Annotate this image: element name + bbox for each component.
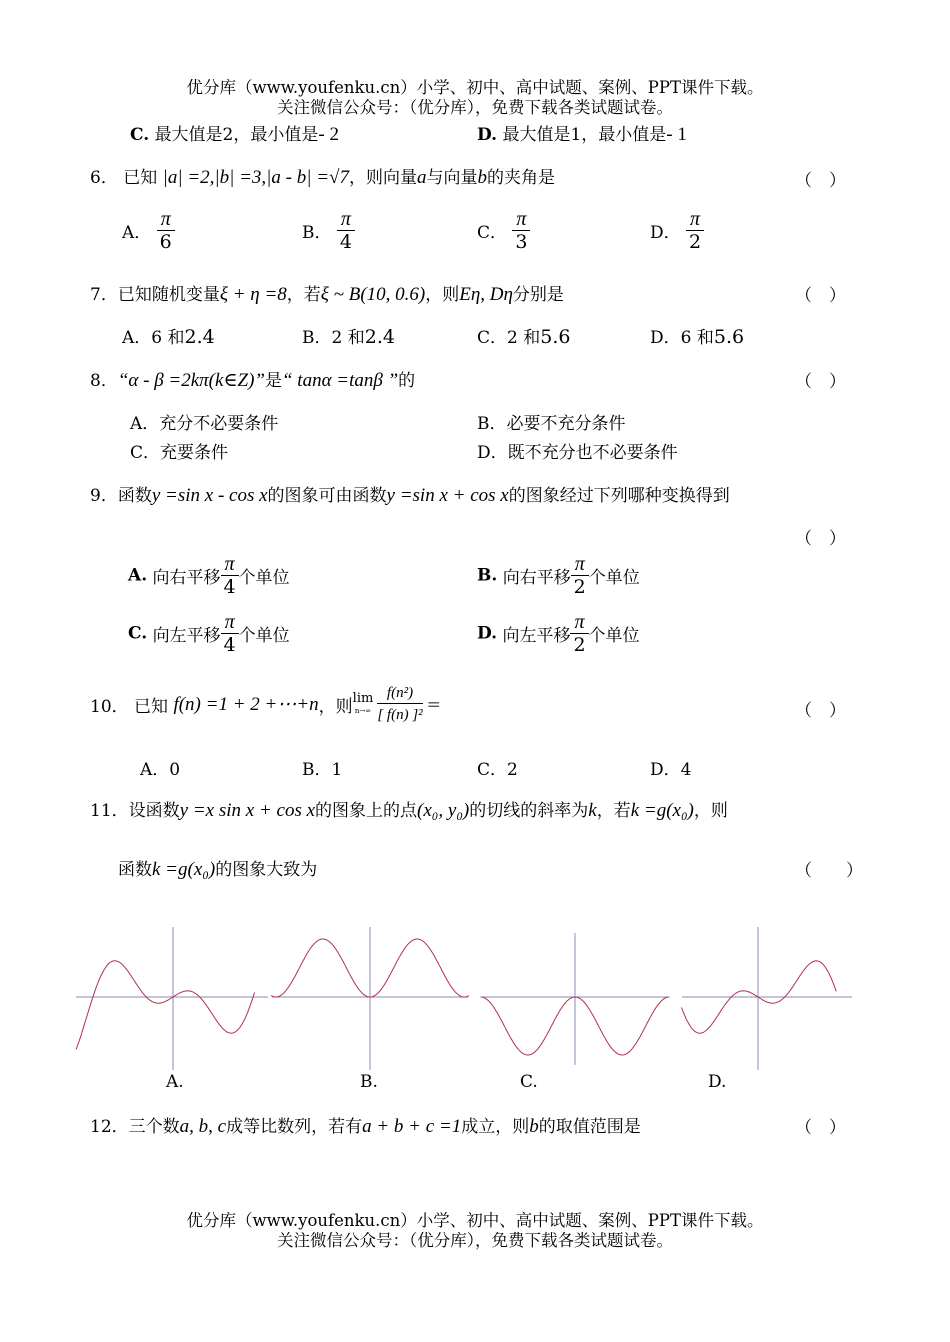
graph-a-curve <box>76 961 255 1050</box>
q11-line2-post: 的图象大致为 <box>215 860 318 880</box>
q7-mid: ，若 <box>286 285 321 305</box>
q11-mid: 的图象上的点 <box>315 801 418 821</box>
q9-option-a-denominator: 4 <box>223 576 236 598</box>
q11-mid3: ，若 <box>596 801 631 821</box>
q6-option-c-fraction <box>512 208 530 253</box>
q7-option-d <box>650 323 744 348</box>
q7-option-b <box>302 323 395 348</box>
q10-limit-word: lim <box>352 690 374 706</box>
q8-option-c-text: 充要条件 <box>160 443 229 463</box>
q5-option-d-label: D. <box>477 125 498 145</box>
q9-option-d-fraction <box>570 611 588 656</box>
q6-option-a-denominator: 6 <box>159 231 172 253</box>
q6-mid2: 与向量 <box>426 168 478 188</box>
q8-number: 8． <box>90 371 118 391</box>
q6-option-c-numerator: π <box>512 208 530 231</box>
graph-b <box>271 927 469 1070</box>
q8-answer-bracket: （ ） <box>795 372 846 392</box>
q6-option-b-fraction <box>337 208 355 253</box>
q5-option-d-value: - 1 <box>666 124 687 145</box>
q7-option-c-value: 5.6 <box>540 326 571 348</box>
q9-option-a-numerator: π <box>221 553 239 576</box>
q12-b: b <box>529 1116 539 1137</box>
q9-option-c-numerator: π <box>221 611 239 634</box>
q8-option-b-text: 必要不充分条件 <box>506 414 626 434</box>
q7-post: 分别是 <box>512 285 564 305</box>
graph-c <box>480 933 670 1065</box>
q9-option-a-fraction <box>221 553 239 598</box>
q5-option-c-label: C. <box>130 125 150 145</box>
q10-option-b-text: 1 <box>331 760 343 780</box>
q7-option-a <box>122 323 215 348</box>
q8-option-b <box>477 409 626 434</box>
q7-stem <box>90 280 564 306</box>
header-line-2: 关注微信公众号：（优分库），免费下载各类试题试卷。 <box>277 98 673 117</box>
q7-option-c-label: C． <box>477 328 508 348</box>
q6-post: 的夹角是 <box>486 168 555 188</box>
q12-pre: 三个数 <box>128 1117 180 1137</box>
q9-option-d-denominator: 2 <box>573 634 586 656</box>
graph-a <box>76 927 268 1070</box>
q7-number: 7． <box>90 285 118 305</box>
q11-graph-label-b: B. <box>360 1072 378 1092</box>
q10-pre: 已知 <box>134 697 169 717</box>
q9-option-b-numerator: π <box>571 553 589 576</box>
header-line-1: 优分库（www.youfenku.cn）小学、初中、高中试题、案例、PPT课件下载。 <box>186 78 764 97</box>
q6-vector-b: b <box>477 167 487 188</box>
q9-option-c-post: 个单位 <box>238 626 290 646</box>
q6-option-a-label: A． <box>122 223 152 243</box>
q6-option-d-label: D． <box>650 223 681 243</box>
q10-option-b-label: B． <box>302 760 332 780</box>
q7-answer-bracket: （ ） <box>795 286 846 306</box>
q10-denominator: [ f(n) ]² <box>377 707 423 723</box>
q9-option-d-post: 个单位 <box>588 626 640 646</box>
q10-option-c <box>477 755 518 780</box>
q12-mid2: 成立，则 <box>461 1117 530 1137</box>
q7-option-d-value: 5.6 <box>713 326 745 348</box>
q12-answer-bracket: （ ） <box>795 1118 846 1138</box>
q9-option-d-label: D. <box>477 623 498 644</box>
q11-k: k <box>588 800 597 821</box>
q11-answer-bracket: （ ） <box>795 861 863 881</box>
q11-stem-line-2 <box>118 855 317 881</box>
q8-option-a-label: A． <box>130 414 160 434</box>
q7-option-a-text: 6 和 <box>151 328 185 348</box>
q11-expr2: (x₀, y₀) <box>417 800 470 821</box>
q8-option-c <box>130 438 228 463</box>
q9-option-d <box>477 611 640 656</box>
q11-graph-label-a: A. <box>166 1072 184 1092</box>
q5-option-d-text: 最大值是1，最小值是 <box>502 125 667 145</box>
q9-option-d-pre: 向左平移 <box>502 626 571 646</box>
q7-mid2: ，则 <box>425 285 460 305</box>
q9-expr1: y =sin x - cos x <box>151 485 268 506</box>
q8-option-d <box>477 438 678 463</box>
q9-option-a-post: 个单位 <box>238 568 290 588</box>
q6-option-b-denominator: 4 <box>339 231 352 253</box>
q8-mid: 是 <box>264 371 282 391</box>
q9-option-c-label: C. <box>128 623 148 644</box>
q9-option-b-label: B. <box>477 565 498 586</box>
q6-number: 6． <box>90 168 118 188</box>
q11-graph-label-d: D. <box>708 1072 727 1092</box>
q10-answer-bracket: （ ） <box>795 701 846 721</box>
q5-option-c-value: - 2 <box>318 124 339 145</box>
q9-option-b-post: 个单位 <box>588 568 640 588</box>
q5-option-c <box>130 120 339 146</box>
q7-option-d-label: D． <box>650 328 681 348</box>
q7-pre: 已知随机变量 <box>117 285 220 305</box>
q10-option-d-label: D． <box>650 760 681 780</box>
q9-stem <box>90 481 730 507</box>
q7-expr1: ξ + η =8 <box>219 284 287 305</box>
q12-expr1: a, b, c <box>179 1116 227 1137</box>
q6-option-c-label: C． <box>477 223 508 243</box>
q12-expr2: a + b + c =1 <box>362 1116 462 1137</box>
q6-option-c <box>477 208 530 253</box>
q8-stem <box>90 366 415 392</box>
q10-option-d <box>650 755 691 780</box>
q9-option-b-denominator: 2 <box>573 576 586 598</box>
q9-option-a-label: A. <box>128 565 148 586</box>
q9-option-a-pre: 向右平移 <box>152 568 221 588</box>
q10-option-a-text: 0 <box>169 760 181 780</box>
q6-pre: 已知 <box>123 168 158 188</box>
graph-d <box>682 927 853 1070</box>
q12-number: 12． <box>90 1117 129 1137</box>
q11-mid2: 的切线的斜率为 <box>469 801 589 821</box>
q9-expr2: y =sin x + cos x <box>386 485 509 506</box>
q9-option-c <box>128 611 290 656</box>
q11-line2-expr: k =g(x₀) <box>152 859 216 880</box>
q9-pre: 函数 <box>117 486 152 506</box>
q11-graph-label-c: C. <box>520 1072 538 1092</box>
q7-option-b-value: 2.4 <box>364 326 395 348</box>
q6-option-b-label: B． <box>302 223 332 243</box>
footer-line-2: 关注微信公众号：（优分库），免费下载各类试题试卷。 <box>277 1231 673 1250</box>
q6-option-d-numerator: π <box>686 208 704 231</box>
q7-option-b-label: B． <box>302 328 332 348</box>
q11-post: ，则 <box>693 801 728 821</box>
q12-post: 的取值范围是 <box>538 1117 641 1137</box>
q11-pre: 设函数 <box>128 801 180 821</box>
q6-option-d-fraction <box>686 208 704 253</box>
q10-mid: ，则 <box>318 697 353 717</box>
q7-option-a-label: A． <box>122 328 152 348</box>
q12-mid: 成等比数列，若有 <box>226 1117 363 1137</box>
q9-option-d-numerator: π <box>570 611 588 634</box>
q11-expr1: y =x sin x + cos x <box>179 800 316 821</box>
q6-option-a-fraction <box>157 208 175 253</box>
q7-option-b-text: 2 和 <box>331 328 365 348</box>
q6-option-c-denominator: 3 <box>515 231 528 253</box>
q10-option-a <box>140 755 180 780</box>
q7-expr2: ξ ~ B(10, 0.6) <box>320 284 426 305</box>
q9-option-b-pre: 向右平移 <box>502 568 571 588</box>
q5-option-d <box>477 120 687 146</box>
q10-limit <box>353 692 374 718</box>
q5-option-c-text: 最大值是2，最小值是 <box>154 125 319 145</box>
q11-line2-pre: 函数 <box>118 860 152 880</box>
q6-option-b-numerator: π <box>337 208 355 231</box>
q11-graphs <box>70 925 860 1075</box>
q10-option-a-label: A． <box>140 760 170 780</box>
q9-post: 的图象经过下列哪种变换得到 <box>508 486 730 506</box>
q10-option-c-text: 2 <box>507 760 518 780</box>
q9-option-b-fraction <box>571 553 589 598</box>
q10-numerator: f(n²) <box>377 683 422 704</box>
q6-mid: ，则向量 <box>348 168 417 188</box>
q9-option-b <box>477 553 640 598</box>
q6-vector-a: a <box>416 167 427 188</box>
q10-fraction <box>377 683 422 726</box>
q8-option-b-label: B． <box>477 414 507 434</box>
q11-expr3: k =g(x₀) <box>630 800 694 821</box>
q7-option-d-text: 6 和 <box>680 328 714 348</box>
q11-number: 11． <box>90 801 129 821</box>
q6-option-b <box>302 208 355 253</box>
q10-option-d-text: 4 <box>680 760 692 780</box>
q7-option-a-value: 2.4 <box>184 326 215 348</box>
q8-post: 的 <box>398 371 416 391</box>
q9-option-c-fraction <box>221 611 239 656</box>
q8-option-a <box>130 409 278 434</box>
footer-line-1: 优分库（www.youfenku.cn）小学、初中、高中试题、案例、PPT课件下载。 <box>186 1211 764 1230</box>
q6-option-a <box>122 208 175 253</box>
q10-option-c-label: C． <box>477 760 508 780</box>
q8-expr1: “α - β =2kπ(k∈Z)” <box>117 370 265 391</box>
q10-equals: = <box>426 694 441 715</box>
q9-option-c-denominator: 4 <box>223 634 236 656</box>
q9-number: 9． <box>90 486 118 506</box>
q8-option-d-text: 既不充分也不必要条件 <box>507 443 678 463</box>
q9-option-c-pre: 向左平移 <box>152 626 221 646</box>
q10-stem <box>90 683 441 726</box>
q10-option-b <box>302 755 342 780</box>
q7-expr3: Eη, Dη <box>459 284 513 305</box>
q6-option-a-numerator: π <box>157 208 175 231</box>
q6-answer-bracket: （ ） <box>795 171 846 191</box>
q6-option-d-denominator: 2 <box>689 231 702 253</box>
q6-expr: |a| =2,|b| =3,|a - b| =√7 <box>162 167 349 188</box>
q10-limit-subscript: n→∞ <box>354 706 372 715</box>
q10-expr1: f(n) =1 + 2 +⋯+n <box>173 694 319 715</box>
q9-answer-bracket: （ ） <box>795 529 846 549</box>
q10-number: 10． <box>90 697 129 717</box>
q8-expr2: “ tanα =tanβ ” <box>281 370 399 391</box>
q7-option-c-text: 2 和 <box>507 328 541 348</box>
q8-option-a-text: 充分不必要条件 <box>159 414 279 434</box>
q11-stem <box>90 796 728 822</box>
q8-option-c-label: C． <box>130 443 161 463</box>
q9-option-a <box>128 553 290 598</box>
q8-option-d-label: D． <box>477 443 508 463</box>
q9-mid: 的图象可由函数 <box>267 486 387 506</box>
q6-option-d <box>650 208 704 253</box>
q6-stem <box>90 163 555 189</box>
q12-stem <box>90 1112 641 1138</box>
q7-option-c <box>477 323 570 348</box>
